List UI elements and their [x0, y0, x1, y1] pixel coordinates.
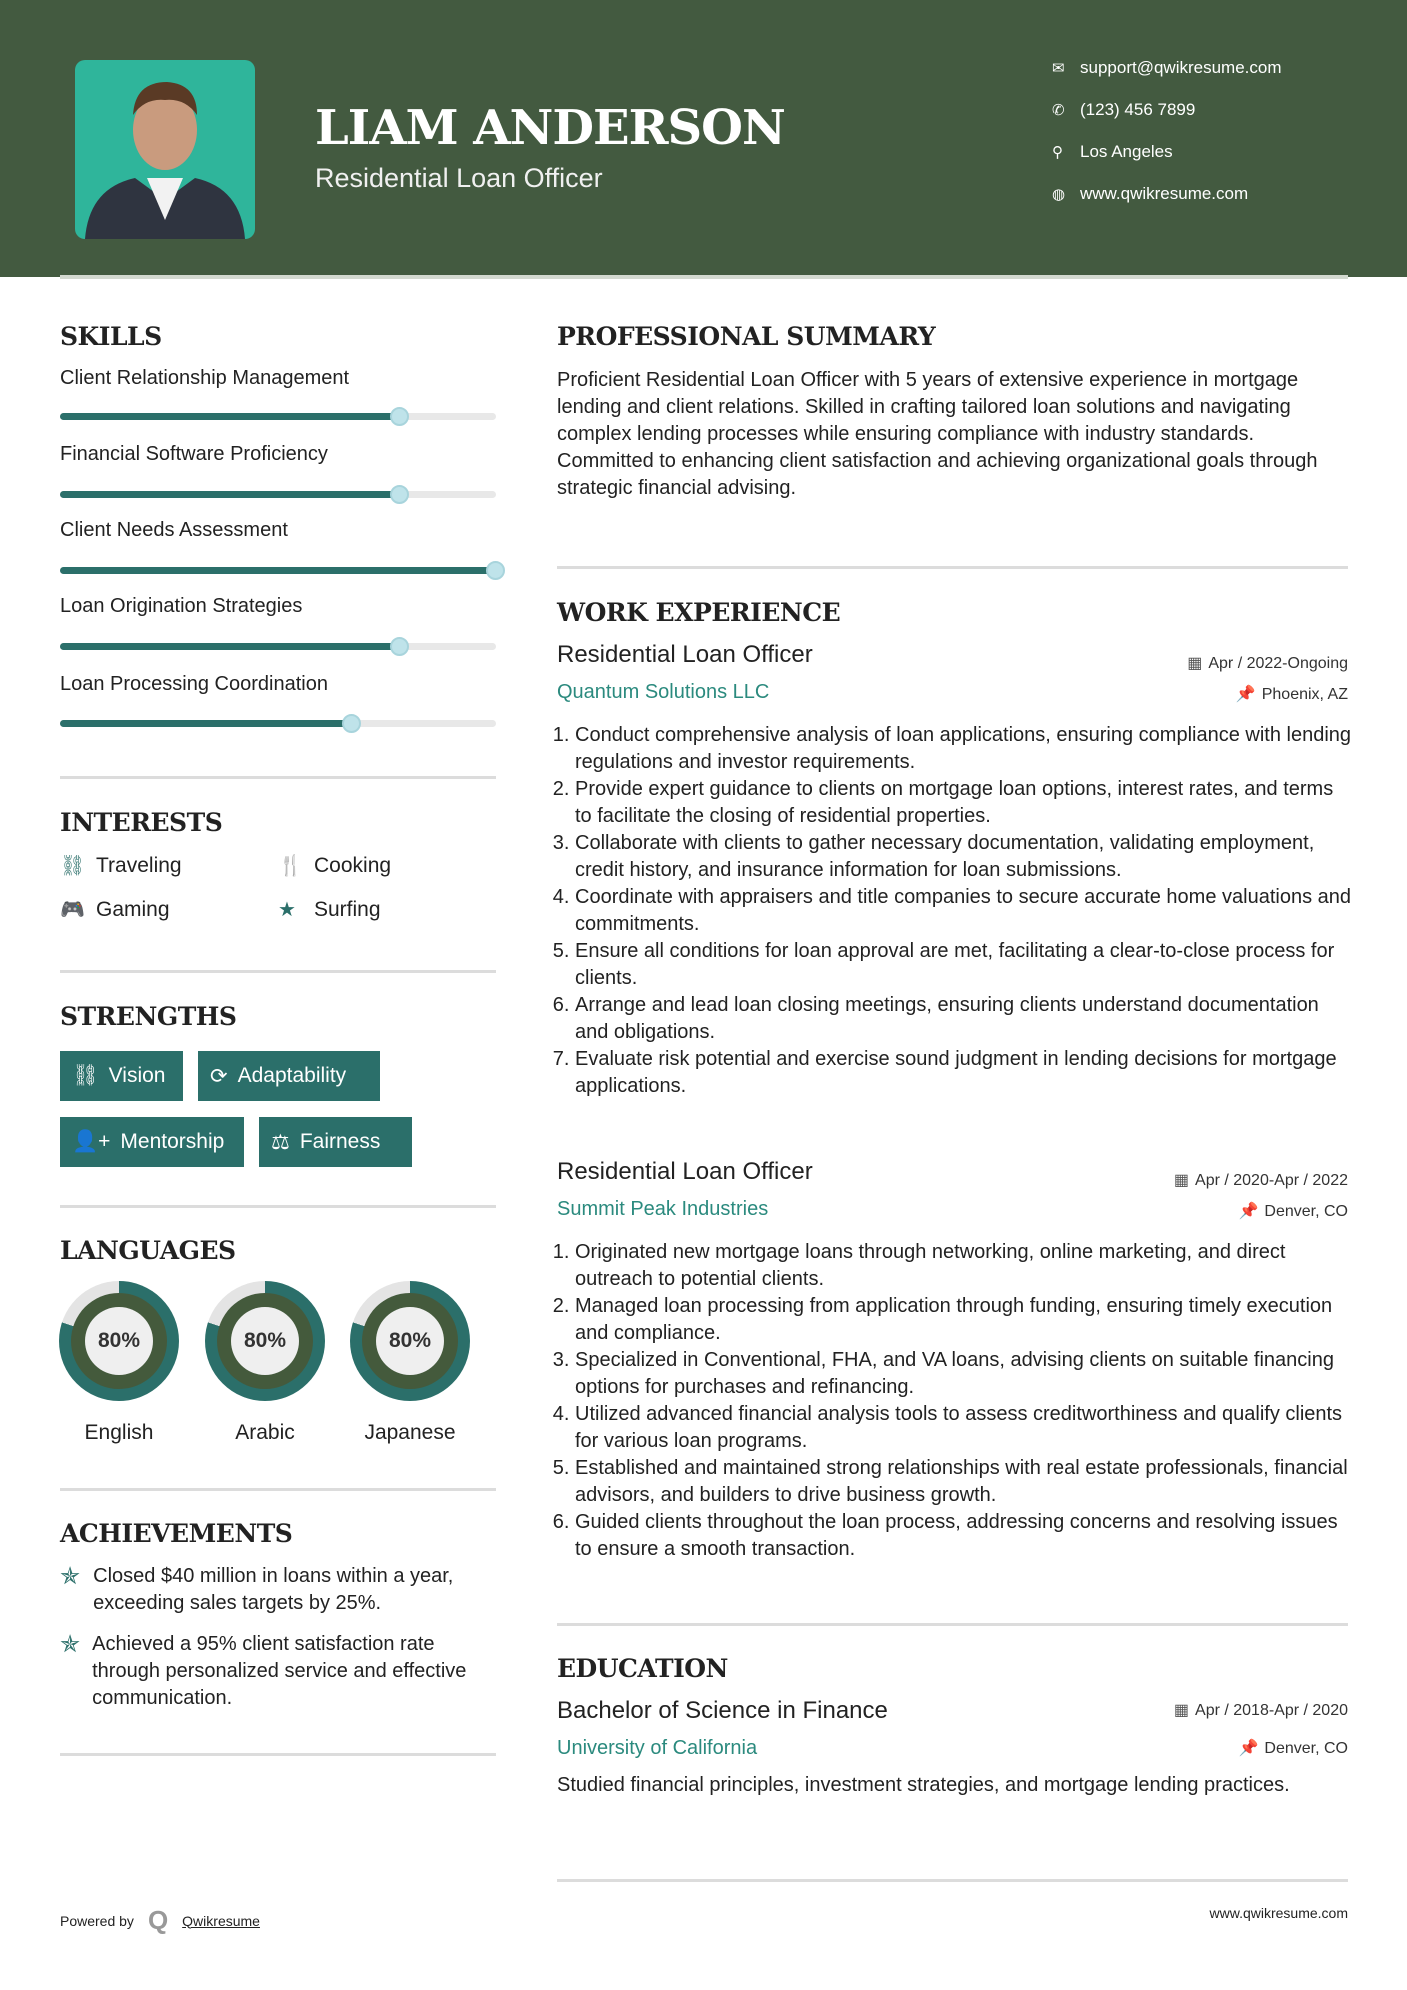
skill-bar-knob [390, 407, 409, 426]
strength-mentorship [60, 1117, 244, 1167]
language-progress-ring [205, 1281, 325, 1401]
footer-website[interactable]: www.qwikresume.com [1209, 1905, 1348, 1921]
language-arabic [205, 1281, 325, 1445]
achievement-item [60, 1631, 500, 1712]
contact-text: Los Angeles [1080, 142, 1173, 161]
strength-vision [60, 1051, 183, 1101]
skill-bar-fill [60, 413, 400, 420]
interest-label: Surfing [314, 897, 381, 921]
contact-text: (123) 456 7899 [1080, 100, 1196, 119]
candidate-name: LIAM ANDERSON [315, 100, 785, 156]
job-bullet: 1. Conduct comprehensive analysis of loan applications, ensuring compliance with lending regulations and investor requirements. [575, 722, 1355, 776]
job-bullet: 3. Collaborate with clients to gather necessary documentation, validating employment, credit history, and insurance information for loan submissions. [575, 830, 1355, 884]
strength-adaptability [198, 1051, 380, 1101]
interest-label: Gaming [96, 897, 170, 921]
skill-bar-knob [390, 637, 409, 656]
skill-bar-fill [60, 491, 400, 498]
interest-gaming [60, 897, 170, 922]
language-english [59, 1281, 179, 1445]
job-bullet: 7. Evaluate risk potential and exercise sound judgment in lending decisions for mortgage applications. [575, 1046, 1355, 1100]
skill-bar-knob [342, 714, 361, 733]
company-name: Quantum Solutions LLC [557, 681, 770, 703]
brand-link[interactable]: Qwikresume [182, 1912, 260, 1929]
candidate-title: Residential Loan Officer [315, 163, 603, 193]
skill-bar [60, 567, 496, 574]
location-text: Denver, CO [1264, 1203, 1348, 1220]
globe-icon: ◍ [1052, 186, 1066, 203]
pin-icon: 📌 [1238, 1740, 1259, 1757]
divider [557, 1623, 1348, 1626]
achievement-text: Closed $40 million in loans within a year, exceeding sales targets by 25%. [93, 1565, 454, 1614]
school: University of California [557, 1737, 758, 1759]
job-bullet: 2. Provide expert guidance to clients on mortgage loan options, interest rates, and terms to facilitate the closing of residential properties. [575, 776, 1355, 830]
job-bullet: 4. Utilized advanced financial analysis tools to assess creditworthiness and qualify clients for various loan programs. [575, 1401, 1355, 1455]
language-label: English [84, 1421, 154, 1444]
job-date [1174, 1170, 1348, 1190]
interest-label: Traveling [96, 853, 182, 877]
star-icon: ✯ [60, 1631, 81, 1658]
job-bullet: 6. Arrange and lead loan closing meetings, ensuring clients understand documentation and obligations. [575, 992, 1355, 1046]
strength-label: Vision [108, 1064, 166, 1087]
balance-scale-icon: ⚖ [271, 1130, 290, 1154]
divider [60, 1488, 496, 1491]
degree: Bachelor of Science in Finance [557, 1697, 888, 1724]
education-location [1238, 1738, 1348, 1758]
achievement-item [60, 1563, 500, 1617]
date-text: Apr / 2020-Apr / 2022 [1195, 1172, 1348, 1189]
calendar-icon: ▦ [1173, 1702, 1190, 1719]
skill-label: Loan Processing Coordination [60, 673, 328, 695]
job-bullet: 5. Established and maintained strong relationships with real estate professionals, financial advisors, and builders to drive business growth. [575, 1455, 1355, 1509]
job-location [1236, 684, 1348, 704]
summary-text: Proficient Residential Loan Officer with 5 years of extensive experience in mortgage lending and client relations. Skilled in crafting tailored loan solutions and navigating complex lending processes while ensuring compliance with industry standards. Committed to enhancing client satisfaction and achieving organizational goals through strategic financial advising. [557, 369, 1318, 499]
star-icon: ★ [278, 899, 296, 921]
interest-cooking [278, 853, 391, 878]
divider [60, 970, 496, 973]
refresh-icon: ⟳ [210, 1064, 228, 1088]
language-percent: 80% [376, 1307, 444, 1375]
gamepad-icon: 🎮 [60, 899, 85, 921]
divider [60, 1753, 496, 1756]
contact-location [1052, 142, 1173, 162]
job-bullet: 4. Coordinate with appraisers and title companies to secure accurate home valuations and commitments. [575, 884, 1355, 938]
languages-heading: LANGUAGES [60, 1236, 236, 1265]
job-bullet: 2. Managed loan processing from application through funding, ensuring timely execution and compliance. [575, 1293, 1355, 1347]
location-text: Denver, CO [1264, 1740, 1348, 1757]
star-icon: ✯ [60, 1563, 81, 1590]
contact-email[interactable] [1052, 58, 1282, 78]
experience-heading: WORK EXPERIENCE [557, 598, 841, 627]
language-percent: 80% [85, 1307, 153, 1375]
skill-bar-fill [60, 643, 400, 650]
skill-bar [60, 491, 496, 498]
utensils-icon: 🍴 [278, 855, 303, 877]
qwikresume-logo-icon: Q [147, 1905, 169, 1935]
language-progress-ring [59, 1281, 179, 1401]
divider [60, 776, 496, 779]
envelope-icon: ✉ [1052, 60, 1065, 77]
calendar-icon: ▦ [1187, 655, 1203, 672]
skill-bar [60, 413, 496, 420]
language-label: Arabic [235, 1421, 295, 1444]
job-responsibilities [575, 1239, 1355, 1563]
job-bullet: 1. Originated new mortgage loans through networking, online marketing, and direct outreach to potential clients. [575, 1239, 1355, 1293]
user-plus-icon: 👤+ [72, 1130, 111, 1153]
strength-fairness [259, 1117, 412, 1167]
divider [60, 1205, 496, 1208]
skill-label: Loan Origination Strategies [60, 595, 303, 617]
divider [557, 566, 1348, 569]
profile-photo [75, 60, 255, 239]
job-location [1238, 1201, 1348, 1221]
pin-icon: 📌 [1235, 686, 1256, 703]
footer-powered-by [60, 1905, 260, 1936]
skill-label: Financial Software Proficiency [60, 443, 328, 465]
powered-by-label: Powered by [60, 1912, 134, 1929]
job-bullet: 5. Ensure all conditions for loan approval are met, facilitating a clear-to-close process for clients. [575, 938, 1355, 992]
job-bullet: 6. Guided clients throughout the loan process, addressing concerns and resolving issues to ensure a smooth transaction. [575, 1509, 1355, 1563]
language-japanese [350, 1281, 470, 1445]
pin-icon: 📌 [1238, 1203, 1259, 1220]
contact-text: www.qwikresume.com [1080, 184, 1249, 203]
phone-icon: ✆ [1052, 102, 1065, 119]
contact-website[interactable] [1052, 184, 1248, 204]
skill-bar-knob [390, 485, 409, 504]
date-text: Apr / 2022-Ongoing [1208, 655, 1348, 672]
interests-heading: INTERESTS [60, 808, 223, 837]
strength-label: Mentorship [120, 1130, 225, 1153]
calendar-icon: ▦ [1173, 1172, 1190, 1189]
job-bullet: 3. Specialized in Conventional, FHA, and VA loans, advising clients on suitable financing options for purchases and refinancing. [575, 1347, 1355, 1401]
achievements-heading: ACHIEVEMENTS [60, 1519, 293, 1548]
skill-bar-knob [486, 561, 505, 580]
interest-label: Cooking [314, 853, 392, 877]
company-name: Summit Peak Industries [557, 1198, 769, 1220]
achievement-text: Achieved a 95% client satisfaction rate through personalized service and effective communication. [92, 1633, 467, 1709]
skills-heading: SKILLS [60, 322, 162, 351]
strengths-heading: STRENGTHS [60, 1002, 237, 1031]
job-title: Residential Loan Officer [557, 641, 813, 668]
language-percent: 80% [231, 1307, 299, 1375]
header-divider [60, 275, 1348, 279]
job-date [1187, 653, 1348, 673]
summary-heading: PROFESSIONAL SUMMARY [557, 322, 936, 351]
strength-label: Adaptability [237, 1064, 347, 1087]
contact-text: support@qwikresume.com [1080, 58, 1282, 77]
interest-traveling [60, 853, 182, 878]
skill-label: Client Relationship Management [60, 367, 350, 389]
language-label: Japanese [364, 1421, 456, 1444]
location-text: Phoenix, AZ [1261, 686, 1348, 703]
language-progress-ring [350, 1281, 470, 1401]
strength-label: Fairness [299, 1130, 381, 1153]
interest-surfing [278, 897, 381, 922]
skill-label: Client Needs Assessment [60, 519, 288, 541]
skill-bar [60, 720, 496, 727]
divider [557, 1879, 1348, 1882]
date-text: Apr / 2018-Apr / 2020 [1195, 1702, 1348, 1719]
education-description: Studied financial principles, investment strategies, and mortgage lending practices. [557, 1774, 1290, 1796]
contact-phone [1052, 100, 1195, 120]
job-title: Residential Loan Officer [557, 1158, 813, 1185]
map-pin-icon: ⚲ [1052, 144, 1063, 161]
education-heading: EDUCATION [557, 1654, 728, 1683]
job-responsibilities [575, 722, 1355, 1100]
binoculars-icon: ⛓ [72, 1064, 99, 1087]
skill-bar [60, 643, 496, 650]
skill-bar-fill [60, 720, 352, 727]
binoculars-icon: ⛓ [60, 855, 86, 877]
skill-bar-fill [60, 567, 496, 574]
education-date [1174, 1700, 1348, 1720]
